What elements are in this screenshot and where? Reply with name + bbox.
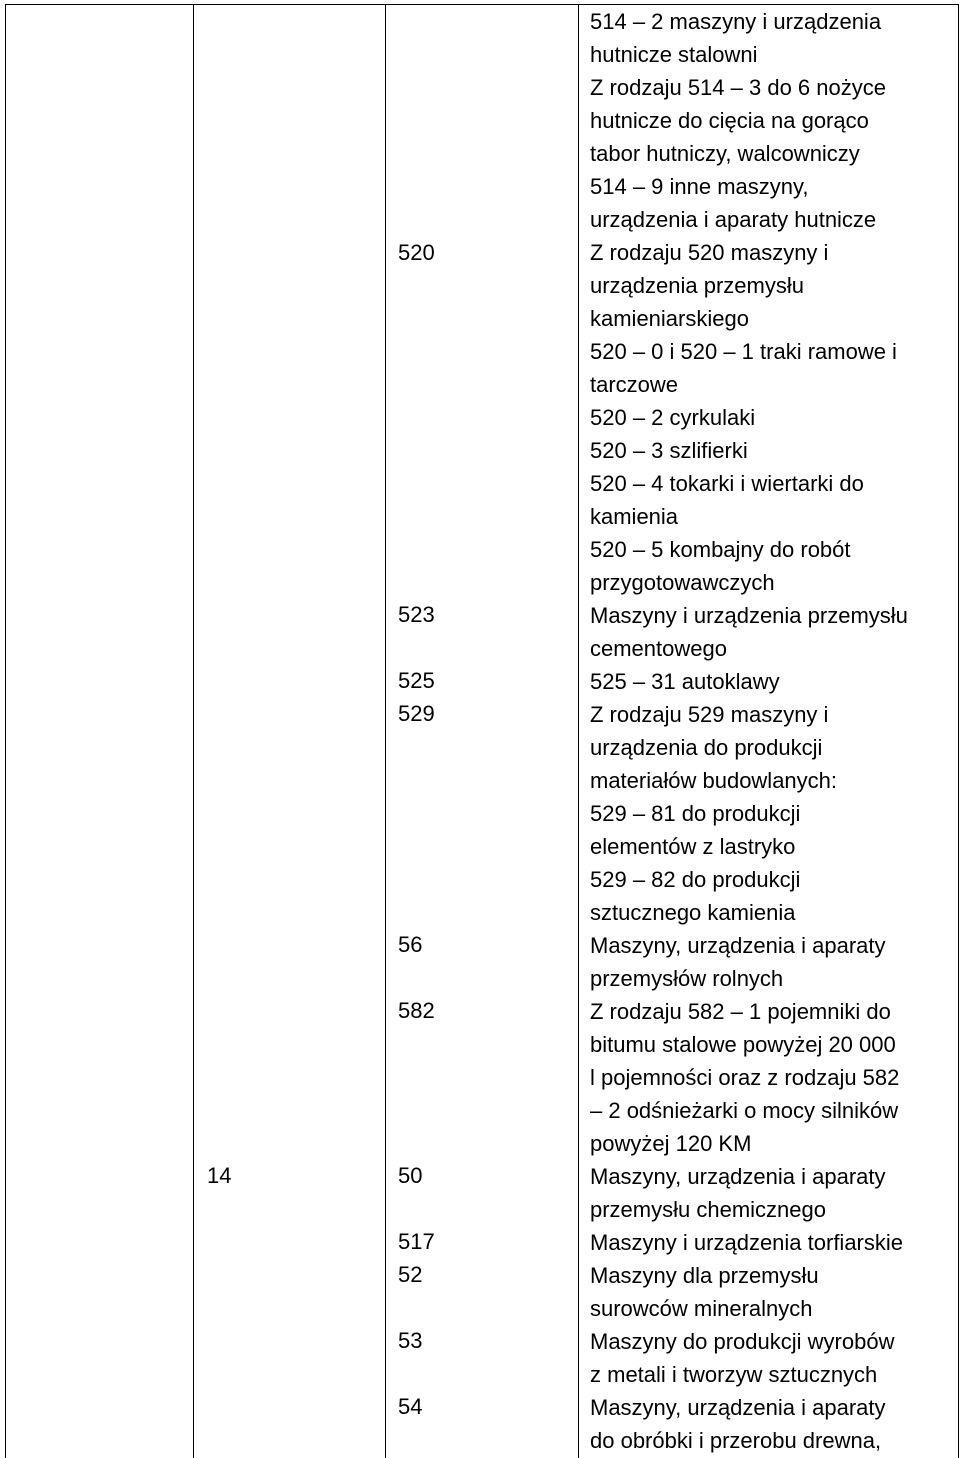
description-line: 514 – 2 maszyny i urządzenia <box>590 9 882 34</box>
description-line: powyżej 120 KM <box>590 1131 752 1156</box>
description-line: l pojemności oraz z rodzaju 582 <box>590 1065 900 1090</box>
description-line: sztucznego kamienia <box>590 900 796 925</box>
code-cell: 52 <box>398 1262 423 1287</box>
description-line: Maszyny, urządzenia i aparaty <box>590 1164 886 1189</box>
code-cell: 53 <box>398 1328 423 1353</box>
description-line: materiałów budowlanych: <box>590 768 838 793</box>
description-line: przemysłu chemicznego <box>590 1197 826 1222</box>
code-cell: 529 <box>398 701 435 726</box>
description-line: z metali i tworzyw sztucznych <box>590 1362 878 1387</box>
description-line: 525 – 31 autoklawy <box>590 669 780 694</box>
description-line: 520 – 4 tokarki i wiertarki do <box>590 471 864 496</box>
description-line: elementów z lastryko <box>590 834 796 859</box>
description-line: do obróbki i przerobu drewna, <box>590 1428 882 1453</box>
description-line: cementowego <box>590 636 727 661</box>
description-line: Maszyny, urządzenia i aparaty <box>590 1395 886 1420</box>
description-line: przygotowawczych <box>590 570 775 595</box>
code-cell: 520 <box>398 240 435 265</box>
description-line: 520 – 2 cyrkulaki <box>590 405 756 430</box>
description-line: Maszyny dla przemysłu <box>590 1263 819 1288</box>
description-line: przemysłów rolnych <box>590 966 784 991</box>
code-cell: 56 <box>398 932 423 957</box>
description-line: 529 – 82 do produkcji <box>590 867 801 892</box>
code-cell: 54 <box>398 1394 423 1419</box>
description-line: urządzenia i aparaty hutnicze <box>590 207 877 232</box>
code-cell: 517 <box>398 1229 435 1254</box>
table-right-border <box>958 4 959 1458</box>
description-line: hutnicze do cięcia na gorąco <box>590 108 869 133</box>
code-cell: 523 <box>398 602 435 627</box>
code-cell: 525 <box>398 668 435 693</box>
column-divider-2 <box>385 4 386 1458</box>
description-line: – 2 odśnieżarki o mocy silników <box>590 1098 899 1123</box>
description-line: kamienia <box>590 504 679 529</box>
description-line: urządzenia przemysłu <box>590 273 804 298</box>
description-line: 514 – 9 inne maszyny, <box>590 174 809 199</box>
description-line: Maszyny i urządzenia torfiarskie <box>590 1230 904 1255</box>
description-line: hutnicze stalowni <box>590 42 758 67</box>
description-line: bitumu stalowe powyżej 20 000 <box>590 1032 896 1057</box>
description-line: 520 – 5 kombajny do robót <box>590 537 851 562</box>
description-line: Z rodzaju 529 maszyny i <box>590 702 829 727</box>
description-line: 529 – 81 do produkcji <box>590 801 801 826</box>
description-line: 520 – 0 i 520 – 1 traki ramowe i <box>590 339 897 364</box>
description-line: urządzenia do produkcji <box>590 735 823 760</box>
group-number: 14 <box>207 1163 232 1188</box>
table-left-border <box>5 4 6 1458</box>
description-line: Maszyny, urządzenia i aparaty <box>590 933 886 958</box>
code-cell: 50 <box>398 1163 423 1188</box>
description-line: tarczowe <box>590 372 679 397</box>
description-line: surowców mineralnych <box>590 1296 813 1321</box>
column-divider-3 <box>578 4 579 1458</box>
description-line: tabor hutniczy, walcowniczy <box>590 141 860 166</box>
description-line: Maszyny do produkcji wyrobów <box>590 1329 895 1354</box>
description-line: Z rodzaju 582 – 1 pojemniki do <box>590 999 891 1024</box>
description-line: Maszyny i urządzenia przemysłu <box>590 603 908 628</box>
description-line: kamieniarskiego <box>590 306 749 331</box>
description-line: 520 – 3 szlifierki <box>590 438 748 463</box>
description-line: Z rodzaju 520 maszyny i <box>590 240 829 265</box>
code-cell: 582 <box>398 998 435 1023</box>
description-line: Z rodzaju 514 – 3 do 6 nożyce <box>590 75 886 100</box>
column-divider-1 <box>193 4 194 1458</box>
